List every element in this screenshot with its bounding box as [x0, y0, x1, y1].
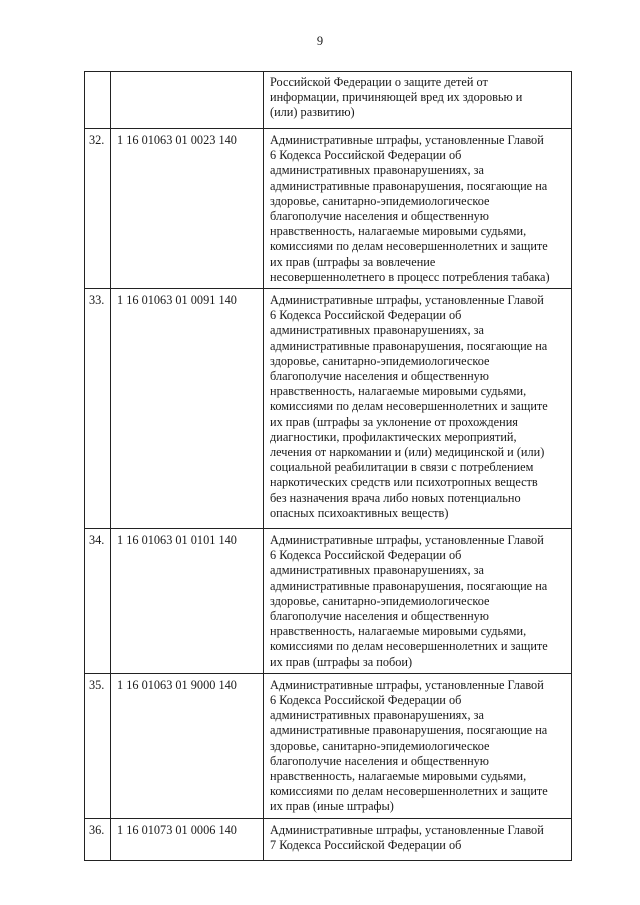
row-number: 32. — [85, 129, 111, 289]
description-line: нравственность, налагаемые мировыми судьями, — [270, 384, 527, 399]
description-line: несовершеннолетнего в процесс потребления табака) — [270, 269, 550, 284]
row-description — [264, 289, 572, 529]
budget-code — [111, 72, 264, 129]
description-line: их прав (штрафы за уклонение от прохождения — [270, 414, 518, 429]
row-number: 34. — [85, 529, 111, 674]
description-line: информации, причиняющей вред их здоровью и — [270, 90, 523, 105]
description-line: социальной реабилитации в связи с потреблением — [270, 460, 534, 475]
description-line: их прав (штрафы за вовлечение — [270, 254, 436, 269]
description-line: здоровье, санитарно-эпидемиологическое — [270, 193, 490, 208]
description-line: Административные штрафы, установленные Главой — [270, 293, 544, 308]
table-row-35 — [85, 673, 572, 818]
description-line: нравственность, налагаемые мировыми судьями, — [270, 224, 527, 239]
description-line: здоровье, санитарно-эпидемиологическое — [270, 593, 490, 608]
description-line: административных правонарушениях, за — [270, 323, 484, 338]
table-row-36 — [85, 818, 572, 860]
budget-code: 1 16 01063 01 9000 140 — [111, 673, 264, 818]
description-line: наркотических средств или психотропных веществ — [270, 475, 538, 490]
description-line: административные правонарушения, посягающие на — [270, 178, 548, 193]
budget-code: 1 16 01063 01 0101 140 — [111, 529, 264, 674]
row-number: 33. — [85, 289, 111, 529]
description-line: здоровье, санитарно-эпидемиологическое — [270, 738, 490, 753]
row-description — [264, 529, 572, 674]
description-line: 6 Кодекса Российской Федерации об — [270, 693, 462, 708]
description-line: 6 Кодекса Российской Федерации об — [270, 148, 462, 163]
description-line: Административные штрафы, установленные Главой — [270, 133, 544, 147]
description-line: административные правонарушения, посягающие на — [270, 723, 548, 738]
description-line: комиссиями по делам несовершеннолетних и защите — [270, 784, 548, 799]
description-line: 7 Кодекса Российской Федерации об — [270, 837, 462, 852]
row-description — [264, 673, 572, 818]
description-line: их прав (иные штрафы) — [270, 799, 394, 814]
row-description — [264, 72, 572, 129]
table-row-32 — [85, 129, 572, 289]
table-row-continued — [85, 72, 572, 129]
row-description — [264, 129, 572, 289]
description-line: благополучие населения и общественную — [270, 609, 489, 624]
description-line: их прав (штрафы за побои) — [270, 654, 413, 669]
description-line: лечения от наркомании и (или) медицинской и (или) — [270, 445, 545, 460]
budget-code: 1 16 01063 01 0091 140 — [111, 289, 264, 529]
description-line: административных правонарушениях, за — [270, 708, 484, 723]
description-line: благополучие населения и общественную — [270, 753, 489, 768]
description-line: административных правонарушениях, за — [270, 563, 484, 578]
row-number: 35. — [85, 673, 111, 818]
description-line: благополучие населения и общественную — [270, 369, 489, 384]
description-line: административные правонарушения, посягающие на — [270, 578, 548, 593]
description-line: здоровье, санитарно-эпидемиологическое — [270, 353, 490, 368]
description-line: нравственность, налагаемые мировыми судьями, — [270, 624, 527, 639]
description-line: опасных психоактивных веществ) — [270, 505, 449, 520]
description-line: административные правонарушения, посягающие на — [270, 338, 548, 353]
description-line: административных правонарушениях, за — [270, 163, 484, 178]
description-line: Административные штрафы, установленные Главой — [270, 822, 544, 837]
page-number: 9 — [316, 34, 324, 48]
table-row-34 — [85, 529, 572, 674]
row-number: 36. — [85, 818, 111, 860]
budget-code: 1 16 01063 01 0023 140 — [111, 129, 264, 289]
description-line: 6 Кодекса Российской Федерации об — [270, 308, 462, 323]
description-line: комиссиями по делам несовершеннолетних и защите — [270, 239, 548, 254]
row-number — [85, 72, 111, 129]
budget-code: 1 16 01073 01 0006 140 — [111, 818, 264, 860]
description-line: диагностики, профилактических мероприятий, — [270, 429, 517, 444]
budget-codes-table — [84, 71, 572, 861]
description-line: Административные штрафы, установленные Главой — [270, 677, 544, 692]
description-line: 6 Кодекса Российской Федерации об — [270, 548, 462, 563]
description-line: благополучие населения и общественную — [270, 209, 489, 224]
description-line: без назначения врача либо новых потенциально — [270, 490, 521, 505]
description-line: комиссиями по делам несовершеннолетних и защите — [270, 399, 548, 414]
table-row-33 — [85, 289, 572, 529]
row-description — [264, 818, 572, 860]
description-line: комиссиями по делам несовершеннолетних и защите — [270, 639, 548, 654]
description-line: (или) развитию) — [270, 105, 355, 120]
description-line: Российской Федерации о защите детей от — [270, 75, 488, 89]
description-line: нравственность, налагаемые мировыми судьями, — [270, 769, 527, 784]
description-line: Административные штрафы, установленные Главой — [270, 533, 544, 548]
